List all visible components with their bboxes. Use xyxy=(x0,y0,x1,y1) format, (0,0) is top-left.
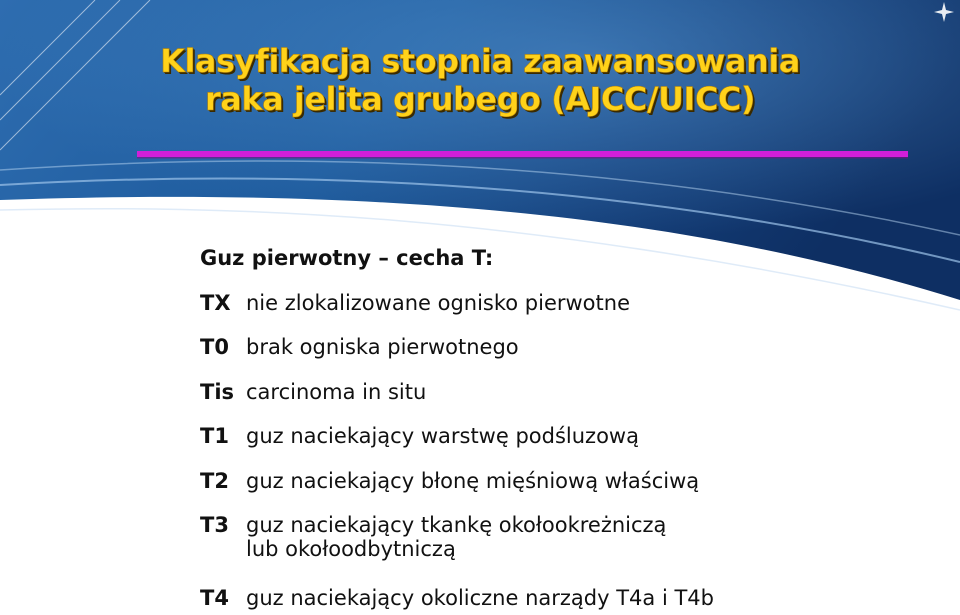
stage-code: TX xyxy=(200,291,231,315)
stage-code: T3 xyxy=(200,513,229,537)
stage-desc xyxy=(246,513,666,561)
stage-desc: nie zlokalizowane ognisko pierwotne xyxy=(246,291,630,315)
stage-desc: guz naciekający błonę mięśniową właściwą xyxy=(246,469,700,493)
stage-desc: brak ogniska pierwotnego xyxy=(246,335,519,359)
section-heading: Guz pierwotny – cecha T: xyxy=(200,246,494,270)
title-rule xyxy=(137,151,908,157)
stage-code: T2 xyxy=(200,469,229,493)
stage-desc-line-1: guz naciekający tkankę okołookreżniczą xyxy=(246,513,667,537)
title-line-2: raka jelita grubego (AJCC/UICC) xyxy=(204,80,756,118)
stage-desc: guz naciekający okoliczne narządy T4a i T4b xyxy=(246,586,714,610)
stage-code: Tis xyxy=(200,380,235,404)
stage-desc: guz naciekający warstwę podśluzową xyxy=(246,424,639,448)
stage-desc: carcinoma in situ xyxy=(246,380,427,404)
stage-code: T4 xyxy=(200,586,229,610)
stage-code: T1 xyxy=(200,424,229,448)
stage-desc-line-2: lub okołoodbytniczą xyxy=(246,537,456,561)
title-line-1: Klasyfikacja stopnia zaawansowania xyxy=(160,42,800,80)
stage-code: T0 xyxy=(200,335,229,359)
